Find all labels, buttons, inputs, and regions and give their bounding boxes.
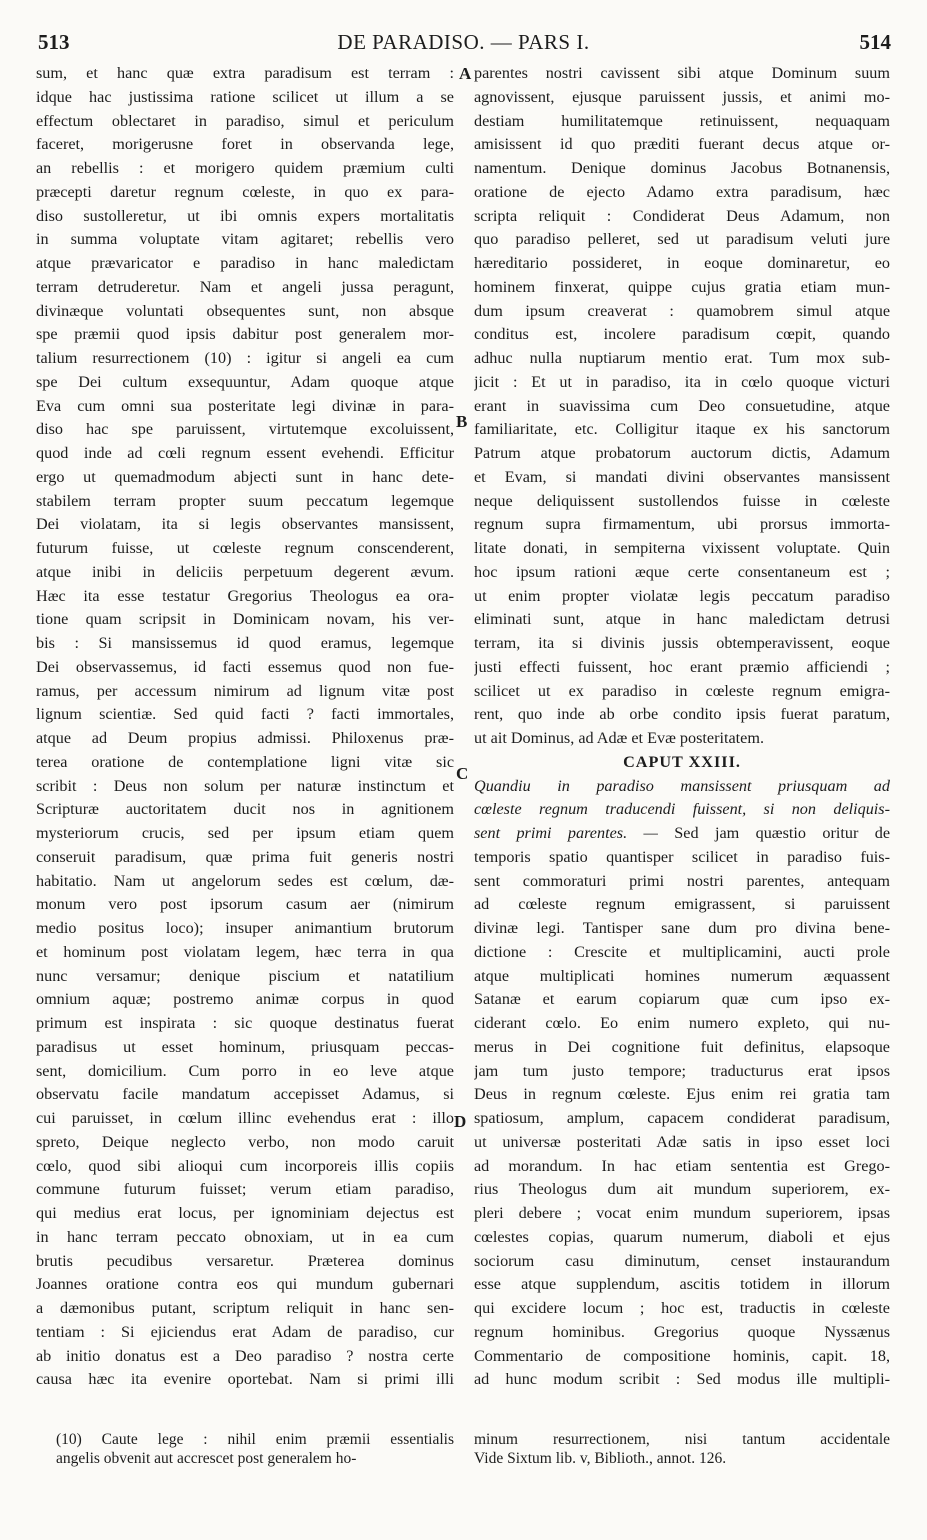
text-line: Hæc ita esse testatur Gregorius Theologus ea ora-	[36, 586, 454, 605]
text-line: præcepti daretur regnum cœleste, in quo ex para-	[36, 182, 454, 201]
text-line: jicit : Et ut in paradiso, ita in cœlo quoque victuri	[474, 372, 890, 391]
text-line: destiam humilitatemque retinuissent, nequaquam	[474, 111, 890, 130]
text-line: spreto, Deique neglecto verbo, non modo caruit	[36, 1132, 454, 1151]
text-line: divinæque voluntati obsequentes sunt, non absque	[36, 301, 454, 320]
text-line: terea oratione de contemplatione ligni vitæ sic	[36, 752, 454, 771]
text-line: spatiosum, amplum, capacem condiderat paradisum,	[474, 1109, 890, 1127]
text-line: a dæmonibus putant, scriptum reliquit in hanc sen-	[36, 1299, 454, 1317]
text-line: in hanc terram peccato obnoxiam, ut in ea cum	[36, 1227, 454, 1246]
text-line: temporis spatio quantisper scilicet in paradiso fuis-	[474, 847, 890, 866]
text-line: dictione : Crescite et multiplicamini, aucti prole	[474, 942, 890, 961]
text-line: ut enim propter violatæ legis peccatum paradiso	[474, 586, 890, 605]
text-line: et hominum post violatam legem, hæc terra in qua	[36, 942, 454, 961]
page-header	[0, 30, 927, 64]
text-line: omnium aquæ; postremo animæ corpus in quod	[36, 990, 454, 1009]
footnote-line: Vide Sixtum lib. v, Biblioth., annot. 126.	[474, 1450, 727, 1467]
text-line: Commentario de compositione hominis, capit. 18,	[474, 1346, 890, 1365]
footnote-line: minum resurrectionem, nisi tantum accidentale	[474, 1431, 890, 1448]
chapter-heading: CAPUT XXIII.	[623, 752, 741, 771]
right-column	[474, 62, 890, 1392]
right-page-number: 514	[859, 30, 891, 54]
text-line: atque prævaricator e paradiso in hanc maledictam	[36, 254, 454, 272]
text-line: cui paruisset, in cœlum illinc evehendus erat : illo	[36, 1109, 454, 1127]
text-line: parentes nostri cavissent sibi atque Dominum suum	[474, 64, 890, 82]
text-line: scripta reliquit : Condiderat Deus Adamum, non	[474, 206, 890, 225]
text-line: stabilem terram propter suum peccatum legemque	[36, 491, 454, 510]
text-line: atque multiplicati homines numerum æquassent	[474, 966, 890, 985]
text-line: atque ad Deum propius admissi. Philoxenus præ-	[36, 729, 454, 747]
chapter-summary-line	[474, 775, 890, 799]
text-line: dum ipsum creaverat : quamobrem simul atque	[474, 301, 890, 320]
text-line: observatu facile mandatum accepisset Adamus, si	[36, 1085, 454, 1104]
text-line: spe præmii quod ipsis dabitur post generalem mor-	[36, 325, 454, 344]
chapter-summary-line	[474, 798, 890, 822]
text-line: an rebellis : et morigero quidem præmium culti	[36, 159, 454, 177]
text-line: rent, quo inde ab orbe condito ipsis fuerat paratum,	[474, 705, 890, 724]
text-line: Deus in regnum cœleste. Ejus enim rei gratia tam	[474, 1085, 890, 1104]
text-line: pleri debere ; vocat enim mundum superiorem, ipsas	[474, 1204, 890, 1222]
text-line: conditus est, incolere paradisum cœpit, quando	[474, 325, 890, 344]
footnote-left	[56, 1430, 454, 1468]
footnote-line: angelis obvenit aut accrescet post generalem ho-	[56, 1450, 357, 1467]
text-line: ut universæ posteritati Adæ satis in ipso esset loci	[474, 1132, 890, 1151]
column-marker-b: B	[456, 412, 468, 431]
column-marker-d: D	[454, 1112, 467, 1131]
text-line: terram, ita si divinis jussis obtemperavissent, eoque	[474, 634, 890, 652]
text-line: adhuc nulla nuptiarum mentio erat. Tum mox sub-	[474, 349, 890, 367]
text-line: sociorum casu diminutum, censet instaurandum	[474, 1251, 890, 1270]
text-line: merus in Dei cognitione fuit definitus, elapsoque	[474, 1037, 890, 1056]
text-line: idque hac justissima ratione scilicet ut illum a se	[36, 87, 454, 106]
text-line: hominem finxerat, quippe cujus gratia etiam mun-	[474, 277, 890, 296]
text-line: nunc versamur; denique piscium et natatilium	[36, 966, 454, 985]
text-line: namentum. Denique dominus Jacobus Botnanensis,	[474, 159, 890, 177]
chapter-summary-line	[474, 822, 890, 846]
text-line: Eva cum omni sua posteritate legi divinæ in para-	[36, 396, 454, 415]
text-line: oratione de ejecto Adamo extra paradisum, hæc	[474, 182, 890, 201]
chapter-summary-text: cœleste regnum traducendi fuissent, si non deliquis-	[474, 800, 890, 819]
chapter-summary-tail: Sed jam quæstio oritur de	[657, 824, 890, 842]
text-line: futurum fuisse, ut cœleste regnum conscenderent,	[36, 539, 454, 557]
text-line: divinæ legi. Tantisper sane dum pro divina bene-	[474, 919, 890, 937]
running-title: DE PARADISO. — PARS I.	[337, 30, 590, 54]
text-line: Patrum atque probatorum auctorum dictis, Adamum	[474, 444, 890, 462]
chapter-summary-text: sent primi parentes. —	[474, 824, 658, 842]
text-line: sent commoraturi primi nostri parentes, antequam	[474, 871, 890, 890]
text-line: scilicet ut ex paradiso in cœleste regnum emigra-	[474, 681, 890, 700]
text-line: paradisus ut esset hominum, priusquam peccas-	[36, 1037, 454, 1056]
text-line: familiaritate, etc. Colligitur itaque ex his sanctorum	[474, 420, 890, 439]
text-line: justi effecti fuissent, hoc erant præmio afficiendi ;	[474, 657, 890, 676]
text-line: ad hunc modum scribit : Sed modus ille multipli-	[474, 1370, 890, 1389]
text-line: diso hac spe paruissent, virtutemque excoluissent,	[36, 420, 454, 439]
text-line: eliminati sunt, atque in hanc maledictam detrusi	[474, 610, 890, 629]
footnote-line: (10) Caute lege : nihil enim præmii essentialis	[56, 1431, 454, 1448]
text-line: habitatio. Nam ut angelorum sedes est cœlum, dæ-	[36, 871, 454, 890]
text-line: ab initio donatus est a Deo paradiso ? nostra certe	[36, 1346, 454, 1365]
text-line: esse atque supplendum, ascitis totidem in illorum	[474, 1275, 890, 1294]
text-line: quod inde ad cœli regnum essent evehendi. Efficitur	[36, 444, 454, 462]
text-line: rius Theologus dum ait mundum superiorem, ex-	[474, 1180, 890, 1199]
text-line: brutis pecudibus versaretur. Præterea dominus	[36, 1251, 454, 1270]
left-column	[36, 62, 454, 1392]
text-line: faceret, morigerusne foret in observanda lege,	[36, 135, 454, 154]
text-line: litate donati, in sempiterna vixissent voluptate. Quin	[474, 539, 890, 557]
text-line: scribit : Deus non solum per naturæ instinctum et	[36, 776, 454, 795]
text-line: in summa voluptate vitam agitaret; rebellis vero	[36, 230, 454, 249]
text-line: neque deliquissent sustollendos fuisse in cœleste	[474, 491, 890, 510]
text-line: regnum supra firmamentum, ubi prorsus immorta-	[474, 515, 890, 534]
text-line: medio positus loco); insuper animantium brutorum	[36, 919, 454, 937]
text-line: regnum hominibus. Gregorius quoque Nyssænus	[474, 1322, 890, 1341]
text-line: Dei observassemus, id facti essemus quod non fue-	[36, 657, 454, 676]
text-line: agnovissent, ejusque paruissent jussis, et animi mo-	[474, 87, 890, 106]
text-line: Joannes oratione contra eos qui mundum gubernari	[36, 1275, 454, 1294]
text-line: ergo ut quemadmodum abjecti sunt in hanc dete-	[36, 467, 454, 486]
text-line: effectum oblectaret in paradiso, simul et periculum	[36, 111, 454, 130]
text-line: ad morandum. In hac etiam sententia est Grego-	[474, 1156, 890, 1175]
text-line: bis : Si mansissemus id quod eramus, legemque	[36, 634, 454, 652]
text-line: qui medius erat locus, per ignominiam dejectus est	[36, 1204, 454, 1222]
text-line: ciderant cœlo. Eo enim numero expleto, qui nu-	[474, 1014, 890, 1032]
text-line: ad cœleste regnum emigrassent, si paruissent	[474, 895, 890, 914]
text-line: terram detruderetur. Nam et angeli jussa peragunt,	[36, 277, 454, 296]
left-page-number: 513	[38, 30, 70, 54]
text-line: sent, domicilium. Cum porro in eo leve atque	[36, 1061, 454, 1080]
text-line: et Evam, si mandati divini observantes mansissent	[474, 467, 890, 486]
text-line: causa hæc ita evenire oportebat. Nam si primi illi	[36, 1370, 454, 1389]
text-line: Satanæ et earum copiarum quæ cum ipso ex-	[474, 990, 890, 1009]
column-marker-a: A	[459, 64, 472, 83]
text-line: qui excidere locum ; hoc est, traductis in cœleste	[474, 1299, 890, 1317]
text-line: lignum scientiæ. Sed quid facti ? facti immortales,	[36, 705, 454, 724]
text-line: hæreditario possideret, in eoque dominaretur, eo	[474, 254, 890, 272]
text-line: cœlestes copias, quarum numerum, diaboli et ejus	[474, 1227, 890, 1246]
text-line: Scripturæ auctoritatem ducit nos in agnitionem	[36, 800, 454, 819]
text-line: ut ait Dominus, ad Adæ et Evæ posteritatem.	[474, 729, 764, 747]
text-line: cœlo, quod sibi alioqui cum incorporeis illis copiis	[36, 1156, 454, 1175]
text-line: primum est inspirata : sic quoque destinatus fuerat	[36, 1014, 454, 1032]
text-line: tione quam scripsit in Dominicam novam, his ver-	[36, 610, 454, 629]
text-line: amisissent id quo præditi fuerant decus atque or-	[474, 135, 890, 154]
footnote-right	[474, 1430, 890, 1468]
text-line: ramus, per accessum nimirum ad lignum vitæ post	[36, 681, 454, 700]
text-line: diso sustolleretur, ut ibi omnis expers mortalitatis	[36, 206, 454, 225]
text-line: talium resurrectionem (10) : igitur si angeli ea cum	[36, 349, 454, 367]
text-line: erant in suavissima cum Deo consuetudine, atque	[474, 396, 890, 415]
text-line: tentiam : Si ejiciendus erat Adam de paradiso, cur	[36, 1322, 454, 1341]
text-line: sum, et hanc quæ extra paradisum est terram :	[36, 64, 454, 82]
text-line: spe Dei cultum exsequuntur, Adam quoque atque	[36, 372, 454, 391]
text-line: quo paradiso pelleret, sed ut paradisum veluti jure	[474, 230, 890, 249]
text-line: mysteriorum crucis, sed per ipsum etiam quem	[36, 824, 454, 842]
text-line: commune futurum fuisset; verum etiam paradiso,	[36, 1180, 454, 1199]
text-line: monum vero post ipsorum casum aer (nimirum	[36, 895, 454, 914]
text-line: Dei violatam, ita si legis observantes mansissent,	[36, 515, 454, 534]
text-line: conseruit paradisum, quæ prima fuit generis nostri	[36, 847, 454, 866]
text-line: jam tum justo tempore; traducturus erat ipsos	[474, 1061, 890, 1080]
chapter-summary-text: Quandiu in paradiso mansissent priusquam ad	[474, 776, 890, 795]
text-line: atque inibi in deliciis perpetuum degerent ævum.	[36, 562, 454, 581]
text-line: hoc ipsum rationi æque certe consentaneum est ;	[474, 562, 890, 581]
column-marker-c: C	[456, 764, 469, 783]
